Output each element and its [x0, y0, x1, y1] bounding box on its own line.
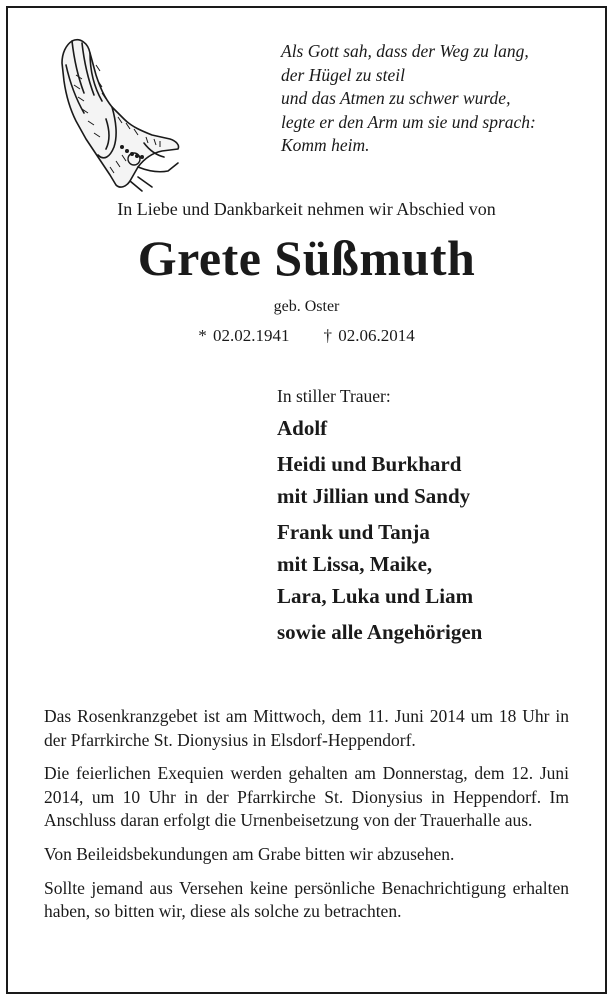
mourners-block: [277, 384, 597, 648]
praying-hands-icon: [52, 35, 184, 193]
condolences-paragraph: Von Beileidsbekundungen am Grabe bitten wir abzusehen.: [44, 843, 455, 864]
death-date: † 02.06.2014: [323, 326, 415, 345]
poem-line: Als Gott sah, dass der Weg zu lang,: [281, 41, 529, 61]
mourners-label: In stiller Trauer:: [277, 386, 391, 406]
mourner-line: sowie alle Angehörigen: [277, 620, 483, 644]
rosary-paragraph: Das Rosenkranzgebet ist am Mittwoch, dem 11. Juni 2014 um 18 Uhr in der Pfarrkirche St. Dionysius in Elsdorf-Heppendorf.: [44, 706, 569, 750]
maiden-name: geb. Oster: [273, 298, 340, 315]
mourner-line: Lara, Luka und Liam: [277, 584, 474, 608]
mourner-line: mit Lissa, Maike,: [277, 552, 433, 576]
poem-line: der Hügel zu steil: [281, 64, 405, 85]
birth-date: * 02.02.1941: [198, 326, 290, 345]
exequies-paragraph: Die feierlichen Exequien werden gehalten am Donnerstag, dem 12. Juni 2014, um 10 Uhr in der Pfarrkirche St. Dionysius in Heppendorf. Im Anschluss daran erfolgt die Urnenbeisetzung von der Trauerhalle aus.: [44, 763, 569, 831]
poem-line: und das Atmen zu schwer wurde,: [281, 88, 511, 108]
mourner-line: Adolf: [277, 416, 328, 440]
mourner-group: [277, 448, 597, 512]
life-dates: [0, 326, 613, 346]
mourner-line: mit Jillian und Sandy: [277, 484, 471, 508]
poem-line: legte er den Arm um sie und sprach:: [281, 111, 536, 132]
mourner-group: [277, 412, 597, 444]
mourner-line: Frank und Tanja: [277, 520, 430, 544]
mourner-group: [277, 516, 597, 612]
mourner-group: [277, 616, 597, 648]
poem: [281, 40, 581, 158]
mourner-line: Heidi und Burkhard: [277, 452, 462, 476]
service-details: [44, 705, 569, 934]
deceased-name: Grete Süßmuth: [137, 230, 476, 286]
poem-line: Komm heim.: [281, 135, 370, 155]
notification-paragraph: Sollte jemand aus Versehen keine persönliche Benachrichtigung erhalten haben, so bitten wir, diese als solche zu betrachten.: [44, 877, 569, 922]
intro-text: In Liebe und Dankbarkeit nehmen wir Abschied von: [117, 199, 496, 219]
